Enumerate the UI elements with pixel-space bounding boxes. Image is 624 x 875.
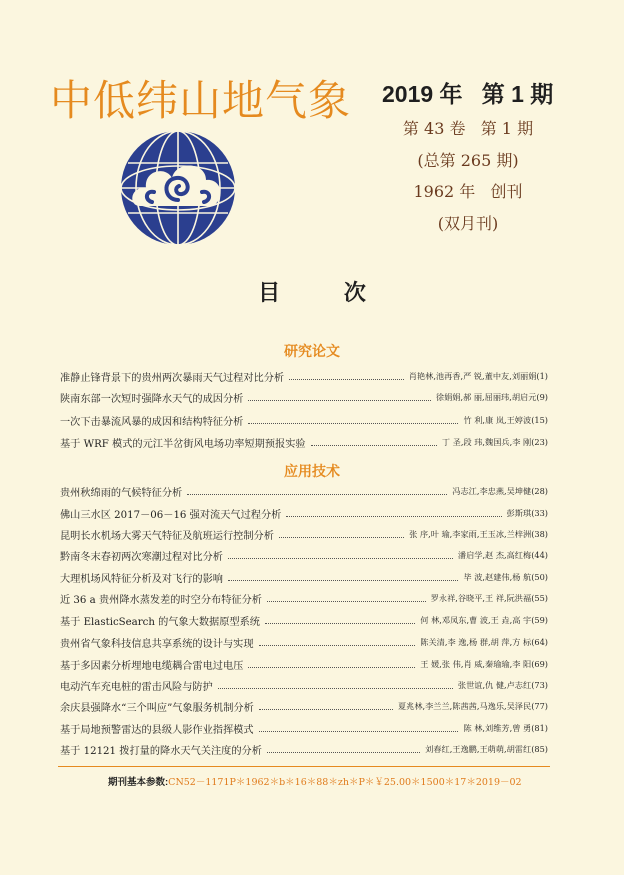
toc-entry-authors: 陈 林,刘维芳,曾 勇 <box>463 722 532 733</box>
leader-dots <box>265 623 415 624</box>
toc-entry-title: 佛山三水区 2017－06－16 强对流天气过程分析 <box>60 509 282 521</box>
toc-entry-authors: 王 媛,张 伟,肖 威,秦瑜瑜,李 阳 <box>420 658 532 669</box>
toc-entry-page: (77) <box>531 701 548 711</box>
toc-entry-title: 贵州省气象科技信息共享系统的设计与实现 <box>60 638 254 650</box>
leader-dots <box>228 558 453 559</box>
toc-entry[interactable] <box>60 655 548 673</box>
parameters-value: CN52－1171P＊1962＊b＊16＊88＊zh＊P＊￥25.00＊1500＊17＊2019－02 <box>168 777 522 788</box>
leader-dots <box>279 537 404 538</box>
issue-year-number: 2019 年 第 1 期 <box>382 81 554 107</box>
toc-entry-title: 一次下击暴流风暴的成因和结构特征分析 <box>60 416 244 428</box>
toc-entry[interactable] <box>60 633 548 651</box>
leader-dots <box>218 688 453 689</box>
parameters-label: 期刊基本参数: <box>108 777 169 788</box>
toc-entry-title: 近 36 a 贵州降水蒸发差的时空分布特征分析 <box>60 594 262 606</box>
toc-entry-authors: 何 林,邓凤东,曹 波,王 垚,高 宇 <box>420 614 532 625</box>
publication-frequency: (双月刊) <box>437 214 499 233</box>
toc-entry-title: 大理机场风特征分析及对飞行的影响 <box>60 573 223 585</box>
toc-entry[interactable] <box>60 740 548 758</box>
toc-entry-authors: 张世谊,仇 健,卢志红 <box>457 679 532 690</box>
toc-entry-authors: 肖艳林,池再香,严 锐,董中友,刘丽娟 <box>408 370 537 381</box>
toc-entry[interactable] <box>60 504 548 522</box>
leader-dots <box>248 400 431 401</box>
toc-entry-authors: 竹 利,康 岚,王婷波 <box>463 414 532 425</box>
toc-entry-authors: 冯志江,李忠燕,吴坤健 <box>452 485 532 496</box>
toc-entry-page: (55) <box>531 593 548 603</box>
toc-entry-page: (64) <box>531 637 548 647</box>
toc-entry-authors: 毕 波,赵建伟,杨 航 <box>463 571 532 582</box>
leader-dots <box>289 379 404 380</box>
toc-entry-authors: 陈关清,李 逸,杨 群,胡 萍,方 标 <box>420 636 532 647</box>
toc-entry-page: (23) <box>531 437 548 447</box>
toc-entry-authors: 刘春红,王逸鹏,王萌萌,胡雷红 <box>425 743 532 754</box>
toc-entry-title: 黔南冬末春初两次寒潮过程对比分析 <box>60 551 223 563</box>
toc-entry-page: (33) <box>531 508 548 518</box>
leader-dots <box>248 423 458 424</box>
leader-dots <box>187 494 447 495</box>
leader-dots <box>311 445 437 446</box>
total-issue: (总第 265 期) <box>417 151 519 170</box>
toc-entry[interactable] <box>60 676 548 694</box>
toc-entry-page: (69) <box>531 659 548 669</box>
toc-entry-page: (15) <box>531 415 548 425</box>
toc-entry[interactable] <box>60 589 548 607</box>
toc-entry-title: 基于局地预警雷达的县级人影作业指挥模式 <box>60 724 254 736</box>
leader-dots <box>267 752 420 753</box>
toc-entry-authors: 徐娟娟,郝 丽,屈丽玮,胡启元 <box>435 391 537 402</box>
toc-entry-authors: 彭斯琪 <box>506 507 532 518</box>
toc-entry[interactable] <box>60 525 548 543</box>
toc-entry-page: (38) <box>531 529 548 539</box>
toc-entry-title: 贵州秋绵雨的气候特征分析 <box>60 487 183 499</box>
toc-entry-authors: 罗永祥,谷晓平,王 祥,阮洪福 <box>430 592 532 603</box>
toc-entry-page: (28) <box>531 486 548 496</box>
toc-entry-title: 基于 ElasticSearch 的气象大数据原型系统 <box>60 616 260 628</box>
journal-parameters <box>108 774 522 788</box>
toc-entry-page: (85) <box>531 744 548 754</box>
toc-entry[interactable] <box>60 568 548 586</box>
toc-entry[interactable] <box>60 546 548 564</box>
founded-year: 1962 年 创刊 <box>413 182 523 201</box>
section-title-research: 研究论文 <box>284 344 340 360</box>
toc-entry-page: (73) <box>531 680 548 690</box>
toc-entry[interactable] <box>60 388 548 406</box>
toc-entry-authors: 夏兆林,李兰兰,陈茜茜,马逸乐,吴泽民 <box>397 700 532 711</box>
leader-dots <box>259 709 393 710</box>
toc-entry-title: 基于 WRF 模式的元江半岔街风电场功率短期预报实验 <box>60 438 306 450</box>
toc-entry[interactable] <box>60 719 548 737</box>
toc-entry[interactable] <box>60 482 548 500</box>
toc-entry-authors: 潘启学,赵 杰,高红梅 <box>457 549 532 560</box>
toc-entry-title: 基于 12121 拨打量的降水天气关注度的分析 <box>60 745 262 757</box>
leader-dots <box>267 601 426 602</box>
toc-entry-title: 昆明长水机场大雾天气特征及航班运行控制分析 <box>60 530 274 542</box>
journal-title: 中低纬山地气象 <box>50 76 352 125</box>
toc-entry-page: (9) <box>536 392 548 402</box>
toc-entry-title: 基于多因素分析埋地电缆耦合雷电过电压 <box>60 660 244 672</box>
cloud-globe-logo-icon <box>118 128 238 248</box>
leader-dots <box>259 731 459 732</box>
toc-entry[interactable] <box>60 611 548 629</box>
section-title-applied: 应用技术 <box>284 464 340 480</box>
toc-entry-page: (59) <box>531 615 548 625</box>
leader-dots <box>259 645 416 646</box>
toc-entry-title: 电动汽车充电桩的雷击风险与防护 <box>60 681 213 693</box>
toc-heading: 目 次 <box>258 280 394 306</box>
footer-divider <box>58 766 550 767</box>
toc-entry[interactable] <box>60 411 548 429</box>
toc-entry[interactable] <box>60 433 548 451</box>
toc-entry-page: (50) <box>531 572 548 582</box>
toc-entry-page: (81) <box>531 723 548 733</box>
toc-entry-title: 陕南东部一次短时强降水天气的成因分析 <box>60 393 244 405</box>
leader-dots <box>248 667 415 668</box>
toc-entry-page: (44) <box>531 550 548 560</box>
toc-entry[interactable] <box>60 697 548 715</box>
toc-entry-page: (1) <box>536 371 548 381</box>
leader-dots <box>286 516 501 517</box>
toc-entry-title: 余庆县强降水“三个叫应”气象服务机制分析 <box>60 702 254 714</box>
toc-entry-title: 准静止锋背景下的贵州两次暴雨天气过程对比分析 <box>60 372 285 384</box>
toc-entry[interactable] <box>60 367 548 385</box>
toc-entry-authors: 丁 圣,段 玮,魏国兵,李 刚 <box>441 436 532 447</box>
volume-line: 第 43 卷 第 1 期 <box>402 119 534 138</box>
toc-entry-authors: 张 序,叶 瑜,李家雨,王玉冰,兰梓洲 <box>409 528 532 539</box>
leader-dots <box>228 580 458 581</box>
